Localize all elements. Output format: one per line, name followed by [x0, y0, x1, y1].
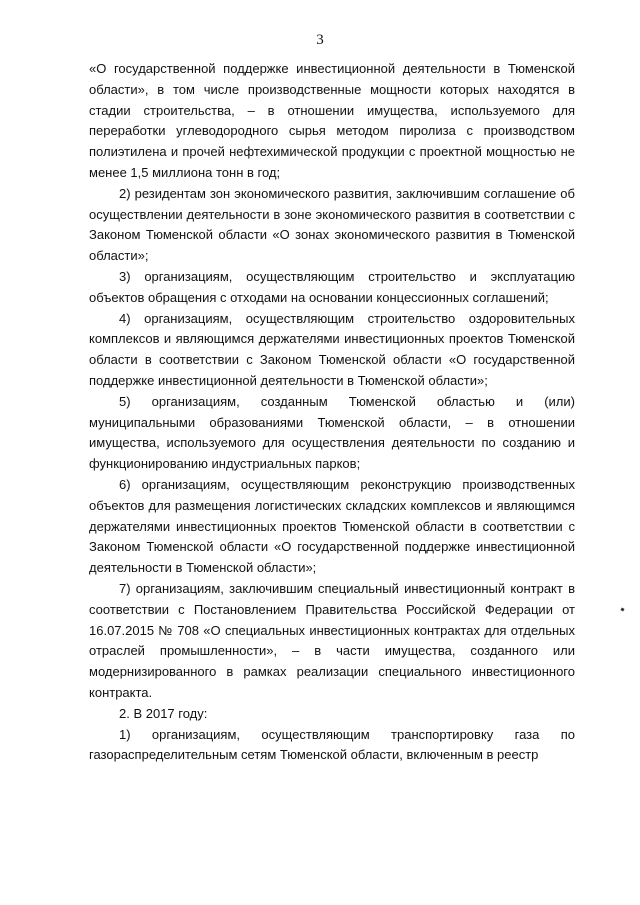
paragraph-item-7: 7) организациям, заключившим специальный инвестиционный контракт в соответствии с Постановлением Правительства Российской Федерации от 16.07.2015 № 708 «О специальных инвестиционных контрактах для отдельных отраслей промышленности», – в части имущества, созданного или модернизированного в рамках реализации специального инвестиционного контракта.: [89, 580, 575, 700]
paragraph-item-4: 4) организациям, осуществляющим строительство оздоровительных комплексов и являющимся держателями инвестиционных проектов Тюменской области в соответствии с Законом Тюменской области «О государственной поддержке инвестиционной деятельности в Тюменской области»;: [89, 310, 575, 388]
paragraph-item-2: 2) резидентам зон экономического развития, заключившим соглашение об осуществлении деятельности в зоне экономического развития в соответствии с Законом Тюменской области «О зонах экономического развития в Тюменской области»;: [89, 185, 575, 264]
paragraph-item-5: 5) организациям, созданным Тюменской областью и (или) муниципальными образованиями Тюменской области, – в отношении имущества, используемого для осуществления деятельности по созданию и функционированию индустриальных парков;: [89, 393, 575, 472]
paragraph-section-2-item-1: 1) организациям, осуществляющим транспортировку газа по газораспределительным сетям Тюменской области, включенным в реестр: [89, 726, 575, 763]
document-body: [89, 59, 575, 766]
section-2-heading: 2. В 2017 году:: [119, 705, 208, 721]
paragraph-continuation: «О государственной поддержке инвестиционной деятельности в Тюменской области», в том числе производственные мощности которых находятся в стадии строительства, – в отношении имущества, используемого для переработки углеводородного сырья методом пиролиза с производством полиэтилена и прочей нефтехимической продукции с проектной мощностью не менее 1,5 миллиона тонн в год;: [89, 61, 575, 180]
paragraph-item-6: 6) организациям, осуществляющим реконструкцию производственных объектов для размещения логистических складских комплексов и являющимся держателями инвестиционных проектов Тюменской области в соответствии с Законом Тюменской области «О государственной поддержке инвестиционной деятельности в Тюменской области»;: [89, 476, 575, 576]
paragraph-item-3: 3) организациям, осуществляющим строительство и эксплуатацию объектов обращения с отходами на основании концессионных соглашений;: [89, 268, 575, 305]
page-number: 3: [316, 32, 324, 48]
scan-speck: [620, 607, 624, 611]
